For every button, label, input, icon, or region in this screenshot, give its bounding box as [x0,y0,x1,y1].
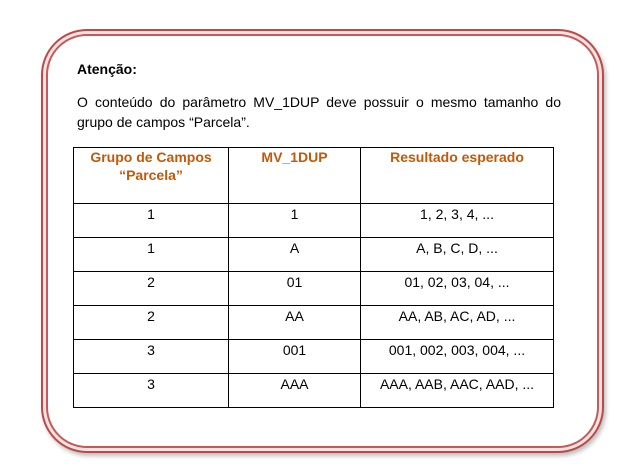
table-header-row [74,148,554,204]
cell-grupo: 3 [74,340,229,374]
cell-grupo: 1 [74,238,229,272]
cell-mv-1dup: 01 [229,272,361,306]
cell-resultado: 1, 2, 3, 4, ... [361,204,554,238]
parameter-table [73,147,554,408]
cell-grupo: 1 [74,204,229,238]
cell-grupo: 2 [74,272,229,306]
table-row [74,306,554,340]
cell-resultado: 001, 002, 003, 004, ... [361,340,554,374]
table-row [74,340,554,374]
cell-resultado: 01, 02, 03, 04, ... [361,272,554,306]
cell-mv-1dup: 1 [229,204,361,238]
header-grupo-campos: Grupo de Campos “Parcela” [74,148,229,204]
cell-mv-1dup: A [229,238,361,272]
notice-title: Atenção: [77,61,137,77]
table-row [74,204,554,238]
cell-mv-1dup: 001 [229,340,361,374]
cell-resultado: A, B, C, D, ... [361,238,554,272]
notice-text: O conteúdo do parâmetro MV_1DUP deve possuir o mesmo tamanho do grupo de campos “Parcela”. [77,94,561,130]
table-row [74,374,554,408]
header-resultado-esperado: Resultado esperado [361,148,554,204]
cell-resultado: AA, AB, AC, AD, ... [361,306,554,340]
cell-grupo: 3 [74,374,229,408]
table-row [74,272,554,306]
cell-mv-1dup: AA [229,306,361,340]
cell-grupo: 2 [74,306,229,340]
header-mv-1dup: MV_1DUP [229,148,361,204]
cell-resultado: AAA, AAB, AAC, AAD, ... [361,374,554,408]
table-row [74,238,554,272]
cell-mv-1dup: AAA [229,374,361,408]
